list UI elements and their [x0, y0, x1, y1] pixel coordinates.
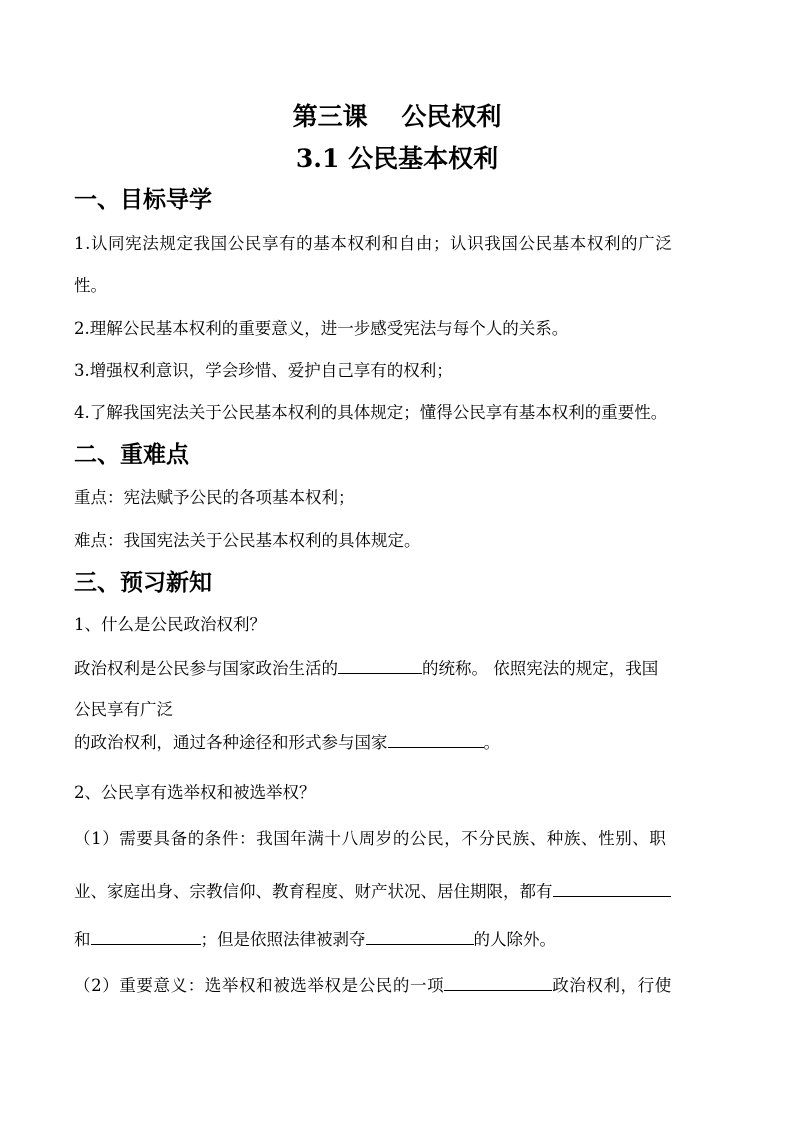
- fill-in-blank[interactable]: [338, 657, 422, 674]
- answer-text: 的人除外。: [473, 930, 556, 949]
- goal-3: 3.增强权利意识，学会珍惜、爱护自己享有的权利；: [74, 361, 453, 380]
- fill-in-blank[interactable]: [366, 928, 474, 945]
- question-2: 2、公民享有选举权和被选举权？: [74, 783, 316, 802]
- heading-goals: 一、目标导学: [74, 186, 212, 213]
- lesson-title: 第三课 公民权利: [292, 102, 502, 131]
- question-1: 1、什么是公民政治权利？: [74, 615, 266, 634]
- goal-2: 2.理解公民基本权利的重要意义，进一步感受宪法与每个人的关系。: [74, 319, 569, 338]
- answer-text: 和: [74, 930, 91, 949]
- answer-text: 。: [483, 733, 500, 752]
- answer-text: 的统称。 依照宪法的规定，我国: [422, 659, 659, 678]
- question-2-part-1-line-3: [74, 928, 556, 951]
- question-2-part-2-line-1: [74, 974, 672, 997]
- heading-key-points: 二、重难点: [74, 441, 189, 468]
- goal-1-line-2: 性。: [74, 276, 107, 295]
- answer-1-line-2: 公民享有广泛: [74, 700, 173, 719]
- heading-preview: 三、预习新知: [74, 569, 212, 596]
- goal-4: 4.了解我国宪法关于公民基本权利的具体规定；懂得公民享有基本权利的重要性。: [74, 403, 668, 422]
- goal-1-line-1: 1.认同宪法规定我国公民享有的基本权利和自由；认识我国公民基本权利的广泛: [74, 234, 673, 253]
- question-2-part-1-line-2: [74, 880, 671, 903]
- answer-text: 政治权利是公民参与国家政治生活的: [74, 659, 338, 678]
- fill-in-blank[interactable]: [553, 880, 671, 897]
- question-2-part-1-line-1: （1）需要具备的条件：我国年满十八周岁的公民，不分民族、种族、性别、职: [74, 829, 667, 848]
- key-point: 重点：宪法赋予公民的各项基本权利；: [74, 488, 355, 507]
- answer-text: 政治权利，行使: [552, 976, 672, 995]
- fill-in-blank[interactable]: [388, 731, 484, 748]
- answer-text: ；但是依照法律被剥夺: [200, 930, 366, 949]
- answer-1-line-3: [74, 731, 500, 754]
- difficulty-point: 难点：我国宪法关于公民基本权利的具体规定。: [74, 531, 421, 550]
- answer-text: 业、家庭出身、宗教信仰、教育程度、财产状况、居住期限，都有: [74, 882, 553, 901]
- answer-1-line-1: [74, 657, 658, 680]
- section-title: 3.1 公民基本权利: [295, 144, 499, 173]
- fill-in-blank[interactable]: [444, 974, 552, 991]
- fill-in-blank[interactable]: [91, 928, 201, 945]
- answer-text: （2）重要意义：选举权和被选举权是公民的一项: [74, 976, 445, 995]
- answer-text: 的政治权利，通过各种途径和形式参与国家: [74, 733, 388, 752]
